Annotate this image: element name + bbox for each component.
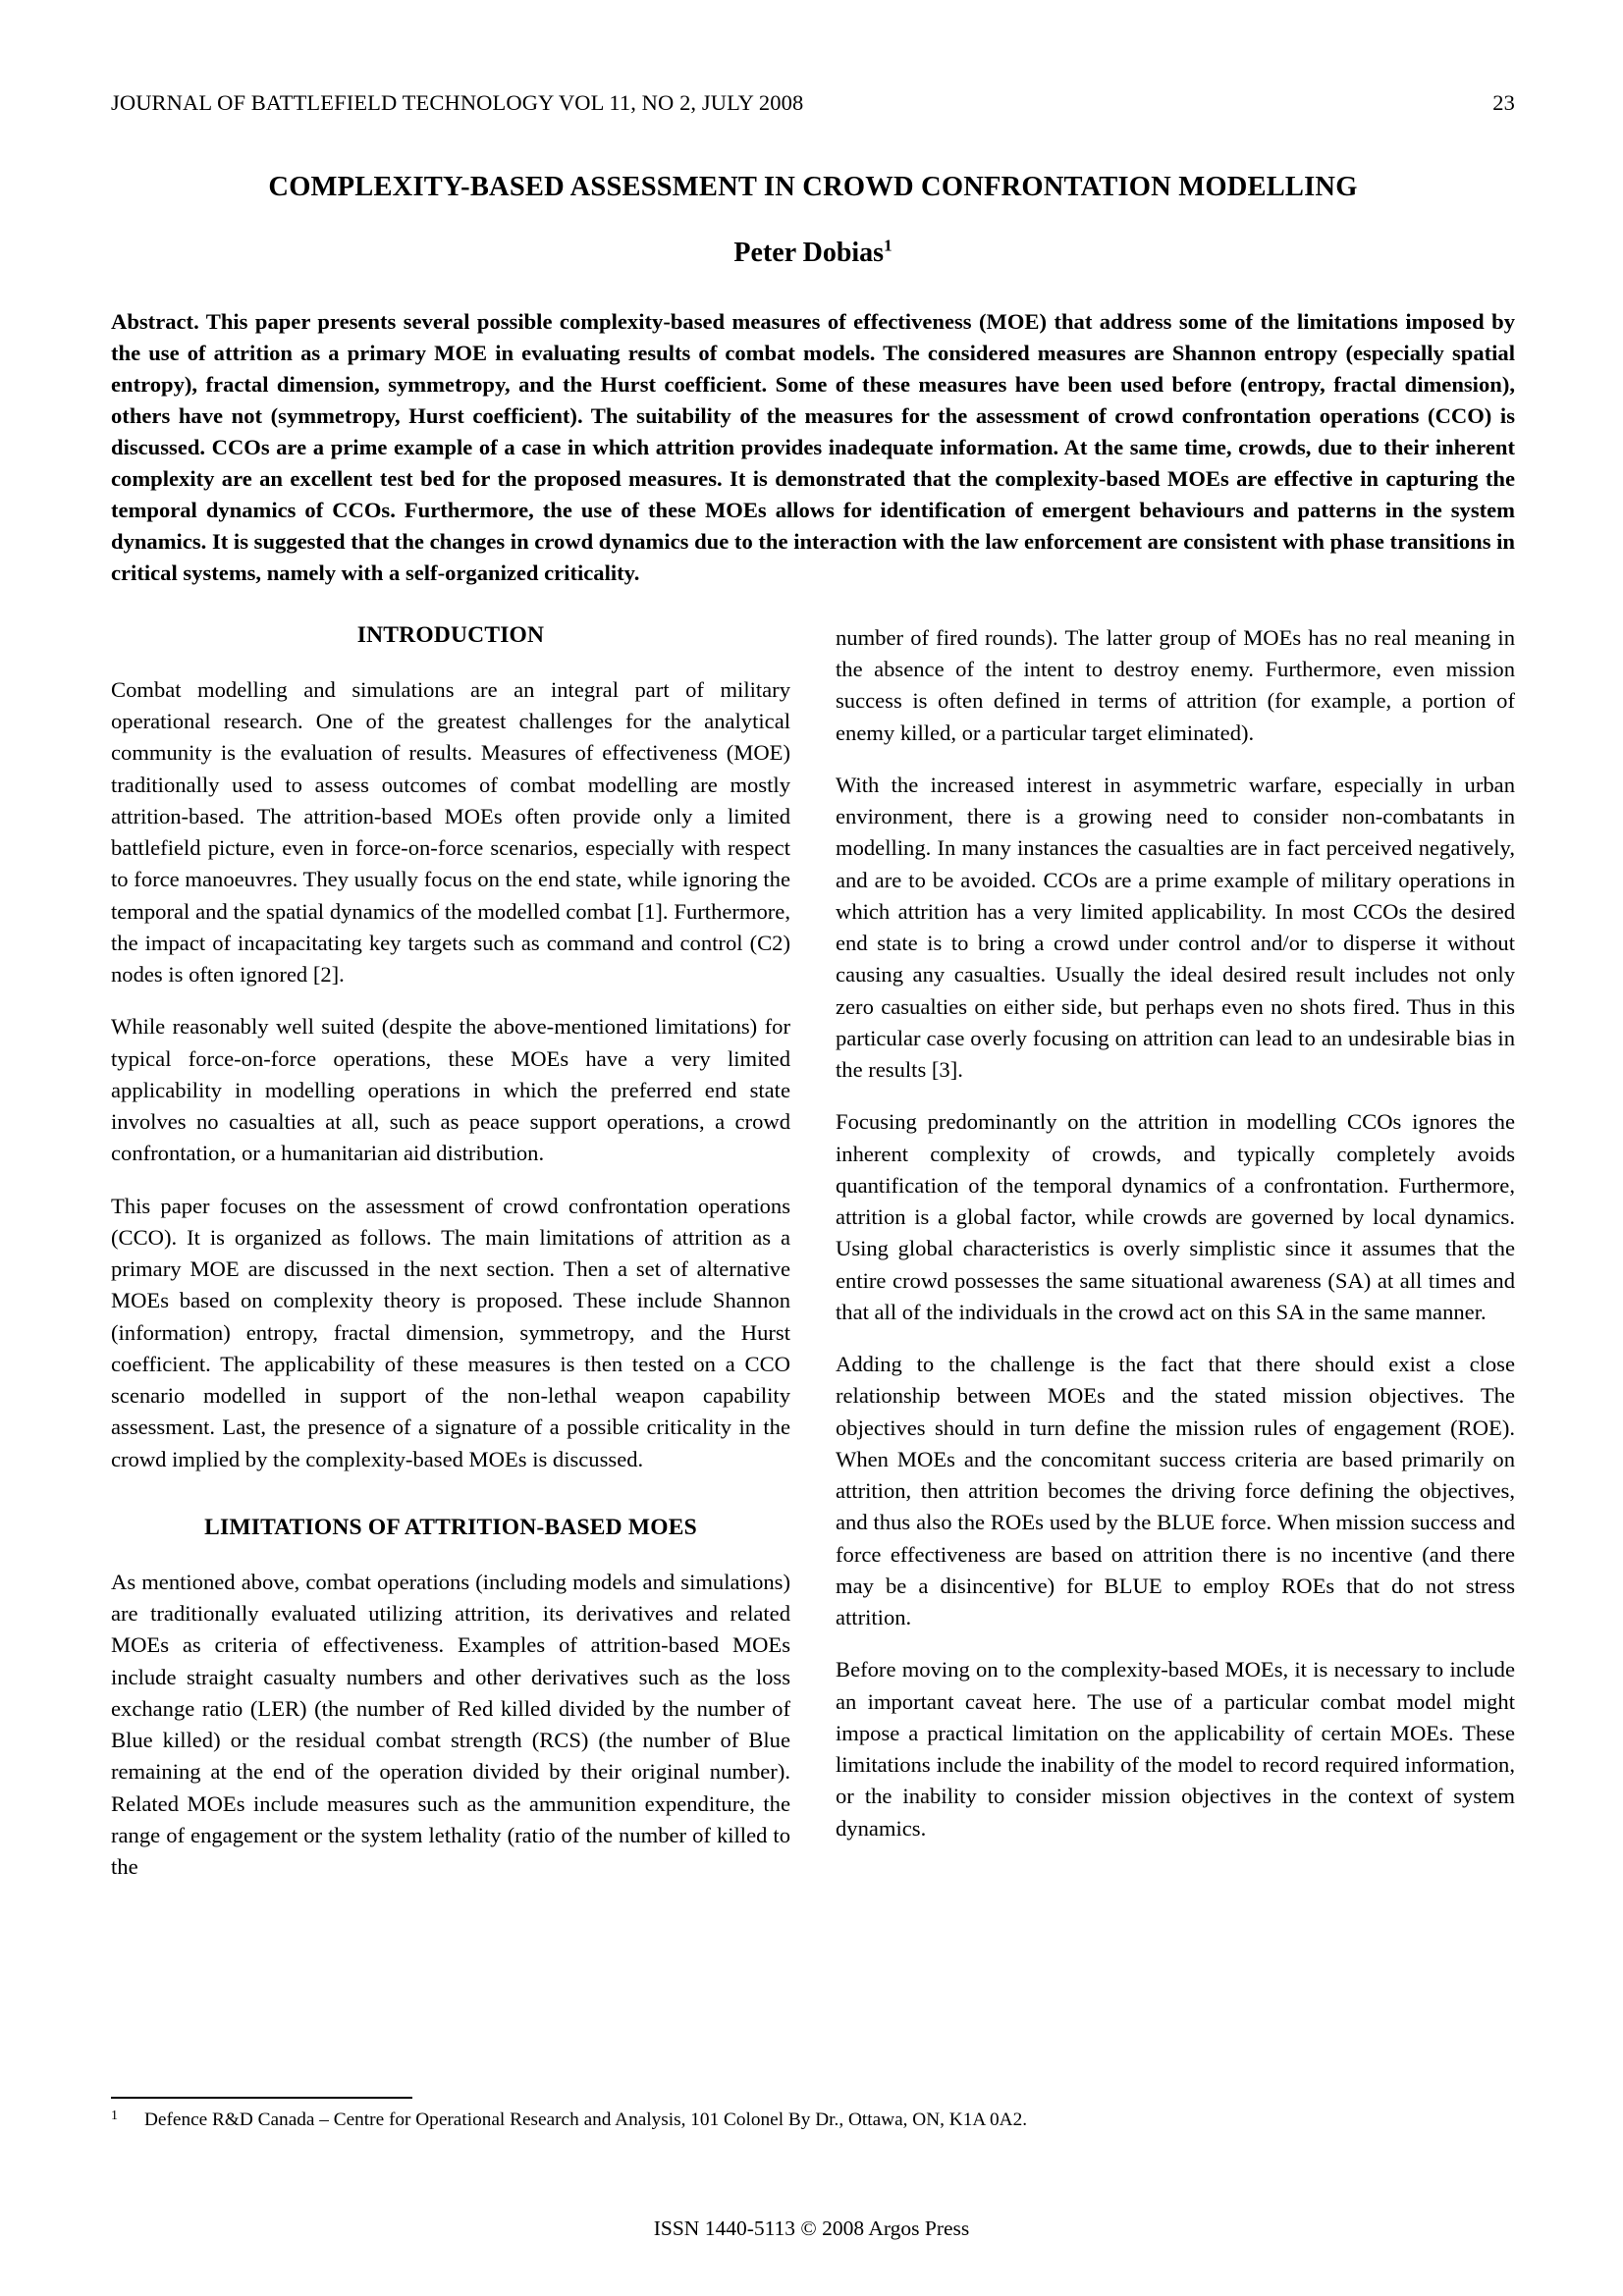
right-column bbox=[836, 622, 1515, 1884]
abstract-label: Abstract. bbox=[111, 309, 199, 335]
page-footer: ISSN 1440-5113 © 2008 Argos Press bbox=[653, 2216, 970, 2240]
paragraph: While reasonably well suited (despite the above-mentioned limitations) for typical force-on-force operations, these MOEs have a very limited applicability in modelling operations in which the preferred end state involves no casualties at all, such as peace support operations, a crowd confrontation, or a humanitarian aid distribution. bbox=[111, 1014, 790, 1166]
paragraph: Combat modelling and simulations are an integral part of military operational research. One of the greatest challenges for the analytical community is the evaluation of results. Measures of effectiveness (MOE) traditionally used to assess outcomes of combat modelling are mostly attrition-based. The attrition-based MOEs often provide only a limited battlefield picture, even in force-on-force scenarios, especially with respect to force manoeuvres. They usually focus on the end state, while ignoring the temporal and the spatial dynamics of the modelled combat [1]. Furthermore, the impact of incapacitating key targets such as command and control (C2) nodes is often ignored [2]. bbox=[111, 676, 790, 988]
journal-title-line: JOURNAL OF BATTLEFIELD TECHNOLOGY VOL 11, NO 2, JULY 2008 bbox=[111, 90, 804, 115]
abstract-text: This paper presents several possible complexity-based measures of effectiveness (MOE) that address some of the limitations imposed by the use of attrition as a primary MOE in evaluating results of combat models. The considered measures are Shannon entropy (especially spatial entropy), fractal dimension, symmetropy, and the Hurst coefficient. Some of these measures have been used before (entropy, fractal dimension), others have not (symmetropy, Hurst coefficient). The suitability of the measures for the assessment of crowd confrontation operations (CCO) is discussed. CCOs are a prime example of a case in which attrition provides inadequate information. At the same time, crowds, due to their inherent complexity are an excellent test bed for the proposed measures. It is demonstrated that the complexity-based MOEs are effective in capturing the temporal dynamics of CCOs. Furthermore, the use of these MOEs allows for identification of emergent behaviours and patterns in the system dynamics. It is suggested that the changes in crowd dynamics due to the interaction with the law enforcement are consistent with phase transitions in critical systems, namely with a self-organized criticality. bbox=[111, 309, 1515, 585]
author-name: Peter Dobias bbox=[733, 238, 885, 269]
abstract bbox=[111, 306, 1515, 589]
page-title: COMPLEXITY-BASED ASSESSMENT IN CROWD CONFRONTATION MODELLING bbox=[268, 172, 1358, 202]
author-line bbox=[111, 238, 1515, 269]
page-number: 23 bbox=[1492, 90, 1515, 115]
paragraph: As mentioned above, combat operations (including models and simulations) are traditionally evaluated utilizing attrition, its derivatives and related MOEs as criteria of effectiveness. Examples of attrition-based MOEs include straight casualty numbers and other derivatives such as the loss exchange ratio (LER) (the number of Red killed divided by the number of Blue killed) or the residual combat strength (RCS) (the number of Blue remaining at the end of the operation divided by their original number). Related MOEs include measures such as the ammunition expenditure, the range of engagement or the system lethality (ratio of the number of killed to the bbox=[111, 1569, 790, 1880]
page-content bbox=[111, 0, 1515, 1883]
body-columns bbox=[111, 622, 1515, 1884]
section-heading-introduction: INTRODUCTION bbox=[356, 621, 545, 648]
footnote-marker: 1 bbox=[111, 2109, 118, 2123]
author-footnote-marker: 1 bbox=[884, 236, 893, 255]
left-column bbox=[111, 622, 790, 1884]
footnote-separator-rule bbox=[111, 2097, 412, 2099]
running-head bbox=[111, 90, 1515, 116]
paragraph: With the increased interest in asymmetric warfare, especially in urban environment, there is a growing need to consider non-combatants in modelling. In many instances the casualties are in fact perceived negatively, and are to be avoided. CCOs are a prime example of military operations in which attrition has a very limited applicability. In most CCOs the desired end state is to bring a crowd under control and/or to disperse it without causing any casualties. Usually the ideal desired result includes not only zero casualties on either side, but perhaps even no shots fired. Thus in this particular case overly focusing on attrition can lead to an undesirable bias in the results [3]. bbox=[836, 772, 1515, 1083]
paragraph: Before moving on to the complexity-based MOEs, it is necessary to include an important caveat here. The use of a particular combat model might impose a practical limitation on the applicability of certain MOEs. These limitations include the inability of the model to record required information, or the inability to consider mission objectives in the context of system dynamics. bbox=[836, 1657, 1515, 1841]
footnote-area bbox=[111, 2097, 1515, 2133]
paragraph: This paper focuses on the assessment of crowd confrontation operations (CCO). It is organized as follows. The main limitations of attrition as a primary MOE are discussed in the next section. Then a set of alternative MOEs based on complexity theory is proposed. These include Shannon (information) entropy, fractal dimension, symmetropy, and the Hurst coefficient. The applicability of these measures is then tested on a CCO scenario modelled in support of the non-lethal weapon capability assessment. Last, the presence of a signature of a possible criticality in the crowd implied by the complexity-based MOEs is discussed. bbox=[111, 1193, 790, 1471]
paragraph: Focusing predominantly on the attrition in modelling CCOs ignores the inherent complexity of crowds, and typically completely avoids quantification of the temporal dynamics of a confrontation. Furthermore, attrition is a global factor, while crowds are governed by local dynamics. Using global characteristics is overly simplistic since it assumes that the entire crowd possesses the same situational awareness (SA) at all times and that all of the individuals in the crowd act on this SA in the same manner. bbox=[836, 1109, 1515, 1324]
footnote bbox=[111, 2108, 1515, 2133]
paragraph: Adding to the challenge is the fact that there should exist a close relationship between MOEs and the stated mission objectives. The objectives should in turn define the mission rules of engagement (ROE). When MOEs and the concomitant success criteria are based primarily on attrition, then attrition becomes the driving force defining the objectives, and thus also the ROEs used by the BLUE force. When mission success and force effectiveness are based on attrition there is no incentive (and there may be a disincentive) for BLUE to employ ROEs that do not stress attrition. bbox=[836, 1352, 1515, 1630]
footnote-text: Defence R&D Canada – Centre for Operational Research and Analysis, 101 Colonel By Dr., Ottawa, ON, K1A 0A2. bbox=[144, 2109, 1028, 2130]
paragraph: number of fired rounds). The latter group of MOEs has no real meaning in the absence of the intent to destroy enemy. Furthermore, even mission success is often defined in terms of attrition (for example, a portion of enemy killed, or a particular target eliminated). bbox=[836, 624, 1515, 745]
section-heading-limitations: LIMITATIONS OF ATTRITION-BASED MOES bbox=[204, 1514, 697, 1540]
